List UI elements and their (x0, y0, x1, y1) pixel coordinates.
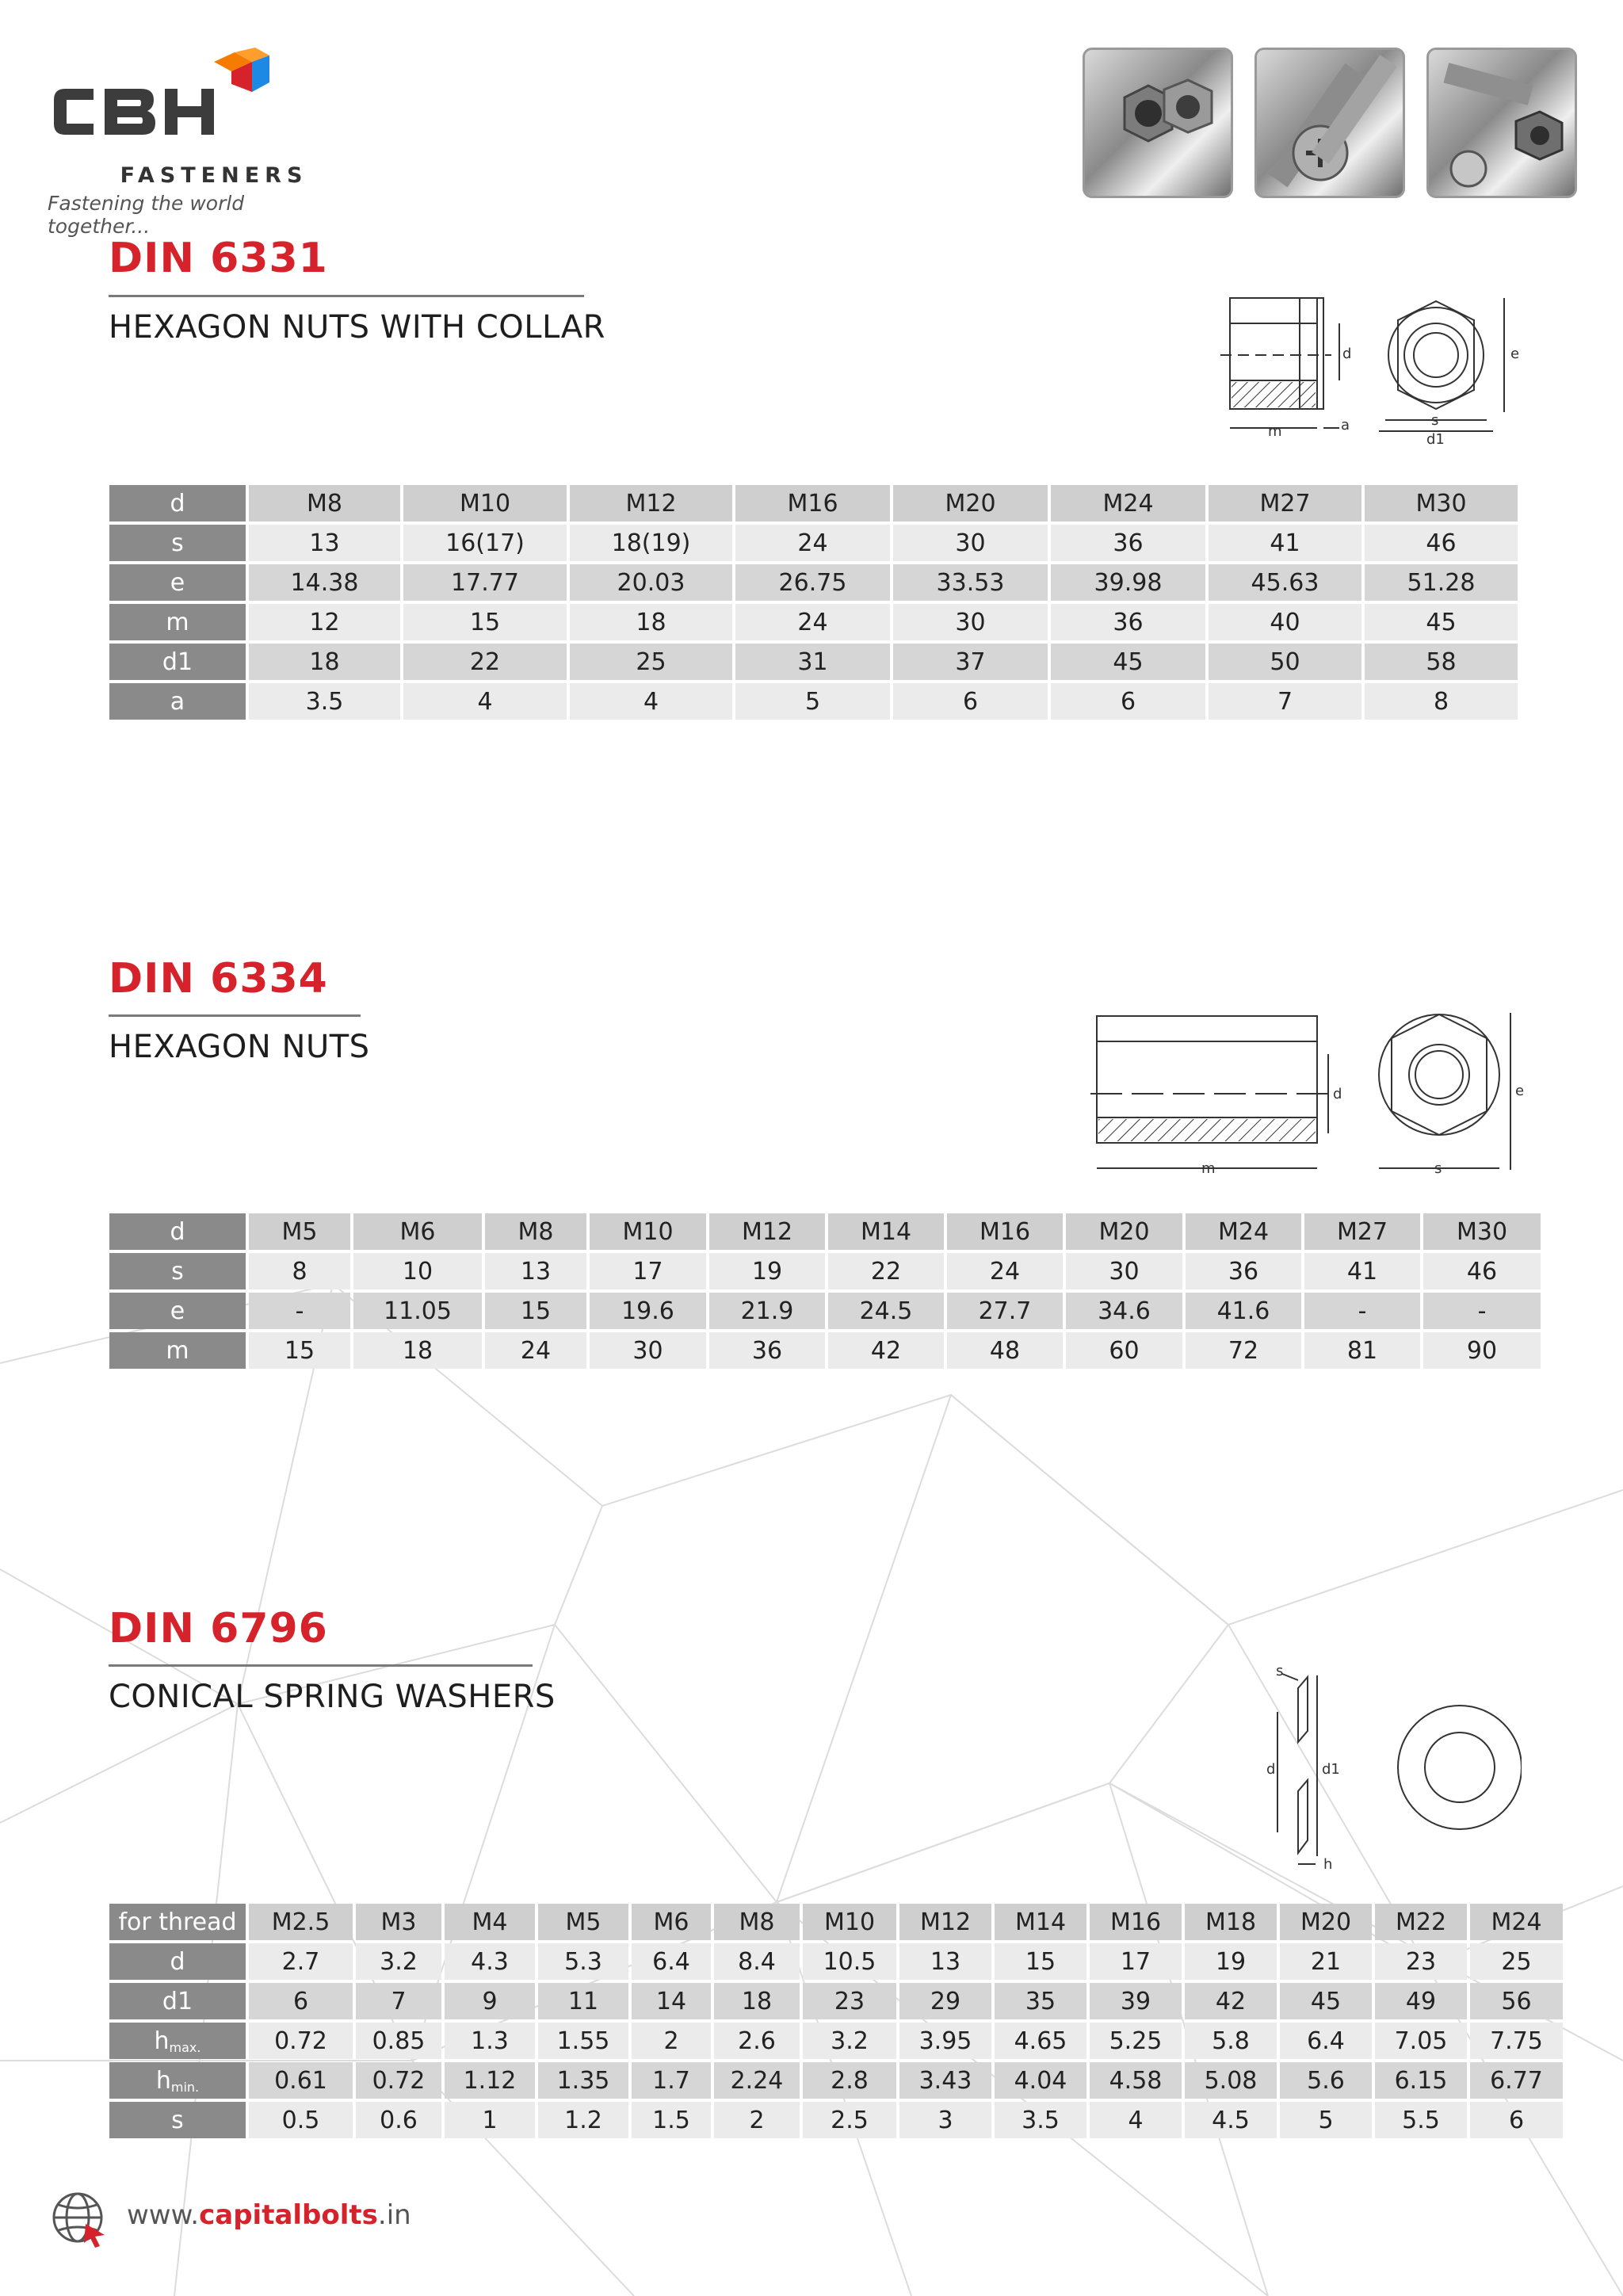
table-cell: 12 (249, 604, 400, 640)
table-cell: 5.08 (1185, 2062, 1277, 2099)
din-6796-diagram (1252, 1656, 1522, 1870)
row-label: d1 (109, 1983, 246, 2019)
table-cell: 35 (995, 1983, 1086, 2019)
table-cell: 31 (735, 644, 890, 680)
label-d: d (1333, 1086, 1342, 1102)
table-cell: 3.5 (995, 2102, 1086, 2138)
table-cell: 4.3 (445, 1943, 535, 1980)
column-header: M10 (803, 1904, 896, 1940)
column-header: M3 (356, 1904, 441, 1940)
table-cell: 3 (899, 2102, 991, 2138)
table-cell: 2.7 (249, 1943, 353, 1980)
row-label: e (109, 564, 246, 601)
table-cell: 15 (485, 1293, 586, 1329)
column-header: M27 (1209, 485, 1361, 521)
globe-cursor-icon (49, 2189, 109, 2249)
table-cell: 3.43 (899, 2062, 991, 2099)
column-header: M16 (947, 1213, 1063, 1250)
column-header: M12 (709, 1213, 825, 1250)
table-cell: 18 (353, 1332, 482, 1369)
table-cell: 1.7 (632, 2062, 711, 2099)
table-cell: 60 (1066, 1332, 1182, 1369)
table-cell: 56 (1470, 1983, 1563, 2019)
table-cell: 13 (485, 1253, 586, 1289)
table-cell: 0.85 (356, 2023, 441, 2059)
row-label: d (109, 1943, 246, 1980)
table-cell: 39.98 (1051, 564, 1205, 601)
table-cell: 34.6 (1066, 1293, 1182, 1329)
table-cell: 41.6 (1186, 1293, 1301, 1329)
column-header: M5 (249, 1213, 350, 1250)
table-cell: 5.25 (1090, 2023, 1182, 2059)
table-cell: 4 (403, 683, 567, 720)
din-6334-table (106, 1210, 1544, 1372)
table-row (109, 2023, 1563, 2059)
label-m: m (1268, 423, 1282, 440)
table-row (109, 1332, 1541, 1369)
bolts-image (1429, 50, 1575, 196)
column-header: M30 (1423, 1213, 1541, 1250)
table-cell: 49 (1375, 1983, 1467, 2019)
table-cell: 6.4 (632, 1943, 711, 1980)
table-cell: 46 (1423, 1253, 1541, 1289)
din-6334-divider (109, 1014, 361, 1017)
column-header: M24 (1051, 485, 1205, 521)
table-cell: 6 (1470, 2102, 1563, 2138)
table-row (109, 1983, 1563, 2019)
table-cell: 3.2 (356, 1943, 441, 1980)
table-cell: 40 (1209, 604, 1361, 640)
table-cell: 20.03 (570, 564, 732, 601)
table-cell: 18 (714, 1983, 800, 2019)
din-6334-diagram (1090, 1007, 1526, 1181)
column-header: M5 (538, 1904, 628, 1940)
table-cell: 6.77 (1470, 2062, 1563, 2099)
table-cell: 1.55 (538, 2023, 628, 2059)
column-header: M10 (403, 485, 567, 521)
table-cell: 3.95 (899, 2023, 991, 2059)
url-suffix: .in (377, 2199, 411, 2231)
row-label-main: h (155, 2066, 171, 2095)
row-label: d (109, 485, 246, 521)
label-d: d (1266, 1761, 1276, 1778)
table-cell: 2.5 (803, 2102, 896, 2138)
table-cell: 5.3 (538, 1943, 628, 1980)
table-cell: 1.3 (445, 2023, 535, 2059)
din-6334-code: DIN 6334 (109, 955, 328, 1003)
column-header: M22 (1375, 1904, 1467, 1940)
row-label: s (109, 2102, 246, 2138)
table-cell: 1 (445, 2102, 535, 2138)
brand-tagline: Fastening the world together... (48, 192, 245, 238)
table-cell: 13 (249, 525, 400, 561)
table-row (109, 1293, 1541, 1329)
table-cell: - (1304, 1293, 1420, 1329)
table-cell: 25 (1470, 1943, 1563, 1980)
din-6331-code: DIN 6331 (109, 235, 328, 282)
column-header: M24 (1470, 1904, 1563, 1940)
column-header: M8 (249, 485, 400, 521)
row-label: a (109, 683, 246, 720)
din-6796-title: CONICAL SPRING WASHERS (109, 1679, 556, 1715)
row-label: s (109, 1253, 246, 1289)
table-cell: 30 (1066, 1253, 1182, 1289)
table-cell: 1.12 (445, 2062, 535, 2099)
table-cell: 19 (1185, 1943, 1277, 1980)
table-cell: 3.2 (803, 2023, 896, 2059)
table-cell: 0.5 (249, 2102, 353, 2138)
table-cell: 39 (1090, 1983, 1182, 2019)
table-cell: 14.38 (249, 564, 400, 601)
table-cell: 36 (1051, 525, 1205, 561)
table-cell: 3.5 (249, 683, 400, 720)
url-domain: capitalbolts (199, 2199, 378, 2231)
table-cell: 21.9 (709, 1293, 825, 1329)
table-cell: 30 (893, 604, 1048, 640)
table-cell: 7.75 (1470, 2023, 1563, 2059)
bolts-photo (1426, 48, 1577, 198)
table-row (109, 604, 1518, 640)
table-cell: 4.65 (995, 2023, 1086, 2059)
table-cell: 13 (899, 1943, 991, 1980)
table-cell: 5.6 (1280, 2062, 1372, 2099)
brand-logo (48, 48, 317, 238)
label-h: h (1323, 1856, 1333, 1870)
column-header: M14 (995, 1904, 1086, 1940)
label-d1: d1 (1322, 1761, 1340, 1778)
column-header: M4 (445, 1904, 535, 1940)
table-cell: 30 (893, 525, 1048, 561)
table-cell: 25 (570, 644, 732, 680)
table-cell: 21 (1280, 1943, 1372, 1980)
table-cell: 1.2 (538, 2102, 628, 2138)
table-cell: 10 (353, 1253, 482, 1289)
column-header: M10 (590, 1213, 706, 1250)
column-header: M20 (1280, 1904, 1372, 1940)
table-cell: 22 (828, 1253, 944, 1289)
table-cell: 14 (632, 1983, 711, 2019)
table-cell: 2.8 (803, 2062, 896, 2099)
table-cell: 16(17) (403, 525, 567, 561)
column-header: M27 (1304, 1213, 1420, 1250)
table-cell: 90 (1423, 1332, 1541, 1369)
row-label: e (109, 1293, 246, 1329)
column-header: M12 (899, 1904, 991, 1940)
column-header: M20 (893, 485, 1048, 521)
table-cell: 1.35 (538, 2062, 628, 2099)
table-row (109, 2102, 1563, 2138)
table-cell: 18 (570, 604, 732, 640)
table-cell: 24.5 (828, 1293, 944, 1329)
table-cell: 45.63 (1209, 564, 1361, 601)
table-cell: 33.53 (893, 564, 1048, 601)
table-row (109, 2062, 1563, 2099)
table-cell: 17 (590, 1253, 706, 1289)
table-cell: 30 (590, 1332, 706, 1369)
din-6796-code: DIN 6796 (109, 1605, 328, 1652)
table-cell: 48 (947, 1332, 1063, 1369)
table-cell: 2 (714, 2102, 800, 2138)
table-cell: 8 (1365, 683, 1518, 720)
table-cell: 17 (1090, 1943, 1182, 1980)
table-cell: 8 (249, 1253, 350, 1289)
table-cell: 81 (1304, 1332, 1420, 1369)
website-link[interactable] (127, 2199, 411, 2231)
table-cell: 2.24 (714, 2062, 800, 2099)
table-cell: 0.61 (249, 2062, 353, 2099)
table-cell: 36 (709, 1332, 825, 1369)
table-cell: 5.5 (1375, 2102, 1467, 2138)
column-header: M16 (1090, 1904, 1182, 1940)
column-header: M18 (1185, 1904, 1277, 1940)
table-cell: 46 (1365, 525, 1518, 561)
column-header: M12 (570, 485, 732, 521)
label-d: d (1342, 346, 1352, 362)
table-cell: 15 (403, 604, 567, 640)
column-header: M30 (1365, 485, 1518, 521)
table-cell: 42 (1185, 1983, 1277, 2019)
column-header: M16 (735, 485, 890, 521)
table-cell: 4.5 (1185, 2102, 1277, 2138)
table-cell: 58 (1365, 644, 1518, 680)
hex-nuts-photo (1083, 48, 1233, 198)
din-6331-table (106, 482, 1521, 723)
row-label (109, 2023, 246, 2059)
table-cell: 24 (735, 525, 890, 561)
column-header: M8 (714, 1904, 800, 1940)
table-cell: 4.04 (995, 2062, 1086, 2099)
label-s: s (1276, 1663, 1284, 1679)
table-cell: 26.75 (735, 564, 890, 601)
table-cell: 45 (1051, 644, 1205, 680)
table-row (109, 644, 1518, 680)
row-label: m (109, 1332, 246, 1369)
row-label: for thread (109, 1904, 246, 1940)
table-cell: 5 (1280, 2102, 1372, 2138)
table-cell: 23 (1375, 1943, 1467, 1980)
table-cell: 29 (899, 1983, 991, 2019)
url-prefix: www. (127, 2199, 200, 2231)
table-cell: 18(19) (570, 525, 732, 561)
table-cell: 15 (249, 1332, 350, 1369)
table-cell: 27.7 (947, 1293, 1063, 1329)
column-header: M20 (1066, 1213, 1182, 1250)
table-cell: 9 (445, 1983, 535, 2019)
table-cell: 6.15 (1375, 2062, 1467, 2099)
table-header-row (109, 1213, 1541, 1250)
table-cell: 4.58 (1090, 2062, 1182, 2099)
row-label-sub: min. (170, 2079, 200, 2095)
column-header: M24 (1186, 1213, 1301, 1250)
table-cell: 4 (570, 683, 732, 720)
row-label: m (109, 604, 246, 640)
table-cell: 7 (1209, 683, 1361, 720)
screws-photo (1254, 48, 1405, 198)
table-row (109, 564, 1518, 601)
table-cell: 19 (709, 1253, 825, 1289)
table-row (109, 683, 1518, 720)
din-6796-table (106, 1901, 1566, 2141)
table-cell: 15 (995, 1943, 1086, 1980)
table-cell: 6.4 (1280, 2023, 1372, 2059)
table-cell: 4 (1090, 2102, 1182, 2138)
column-header: M8 (485, 1213, 586, 1250)
table-cell: 8.4 (714, 1943, 800, 1980)
row-label: d1 (109, 644, 246, 680)
table-cell: 0.72 (249, 2023, 353, 2059)
brand-subtitle: FASTENERS (120, 163, 308, 188)
table-header-row (109, 1904, 1563, 1940)
table-row (109, 1253, 1541, 1289)
table-cell: 11 (538, 1983, 628, 2019)
table-cell: - (249, 1293, 350, 1329)
table-cell: 7.05 (1375, 2023, 1467, 2059)
table-cell: 72 (1186, 1332, 1301, 1369)
table-cell: 7 (356, 1983, 441, 2019)
column-header: M6 (632, 1904, 711, 1940)
table-cell: 10.5 (803, 1943, 896, 1980)
din-6334-title: HEXAGON NUTS (109, 1029, 370, 1065)
hex-nuts-image (1085, 50, 1231, 196)
column-header: M6 (353, 1213, 482, 1250)
table-cell: 6 (249, 1983, 353, 2019)
row-label-sub: max. (169, 2039, 201, 2055)
table-cell: 6 (1051, 683, 1205, 720)
label-d1: d1 (1426, 431, 1445, 448)
label-e: e (1515, 1083, 1525, 1099)
table-cell: 45 (1280, 1983, 1372, 2019)
din-6331-title: HEXAGON NUTS WITH COLLAR (109, 309, 605, 346)
table-cell: 0.72 (356, 2062, 441, 2099)
table-cell: 24 (485, 1332, 586, 1369)
table-cell: 17.77 (403, 564, 567, 601)
table-row (109, 525, 1518, 561)
column-header: M14 (828, 1213, 944, 1250)
table-cell: 2.6 (714, 2023, 800, 2059)
table-cell: 24 (947, 1253, 1063, 1289)
din-6331-divider (109, 295, 584, 297)
table-cell: 23 (803, 1983, 896, 2019)
table-cell: 36 (1186, 1253, 1301, 1289)
table-cell: 6 (893, 683, 1048, 720)
table-cell: 5 (735, 683, 890, 720)
table-cell: 0.6 (356, 2102, 441, 2138)
table-cell: 42 (828, 1332, 944, 1369)
table-cell: 5.8 (1185, 2023, 1277, 2059)
label-e: e (1510, 346, 1520, 362)
screws-image (1257, 50, 1403, 196)
table-cell: 11.05 (353, 1293, 482, 1329)
table-cell: 2 (632, 2023, 711, 2059)
din-6796-divider (109, 1664, 533, 1667)
table-cell: 24 (735, 604, 890, 640)
din-6331-diagram (1220, 285, 1522, 452)
table-cell: 50 (1209, 644, 1361, 680)
label-s: s (1431, 412, 1439, 429)
row-label (109, 2062, 246, 2099)
table-header-row (109, 485, 1518, 521)
table-cell: 51.28 (1365, 564, 1518, 601)
table-cell: 36 (1051, 604, 1205, 640)
logo-mark (48, 48, 317, 166)
table-cell: - (1423, 1293, 1541, 1329)
table-cell: 1.5 (632, 2102, 711, 2138)
row-label: s (109, 525, 246, 561)
table-cell: 19.6 (590, 1293, 706, 1329)
row-label: d (109, 1213, 246, 1250)
table-cell: 41 (1304, 1253, 1420, 1289)
table-cell: 41 (1209, 525, 1361, 561)
table-cell: 18 (249, 644, 400, 680)
row-label-main: h (154, 2027, 170, 2055)
label-m: m (1201, 1160, 1216, 1177)
label-s: s (1434, 1160, 1442, 1177)
table-cell: 22 (403, 644, 567, 680)
table-cell: 37 (893, 644, 1048, 680)
column-header: M2.5 (249, 1904, 353, 1940)
table-row (109, 1943, 1563, 1980)
table-cell: 45 (1365, 604, 1518, 640)
label-a: a (1341, 417, 1350, 434)
